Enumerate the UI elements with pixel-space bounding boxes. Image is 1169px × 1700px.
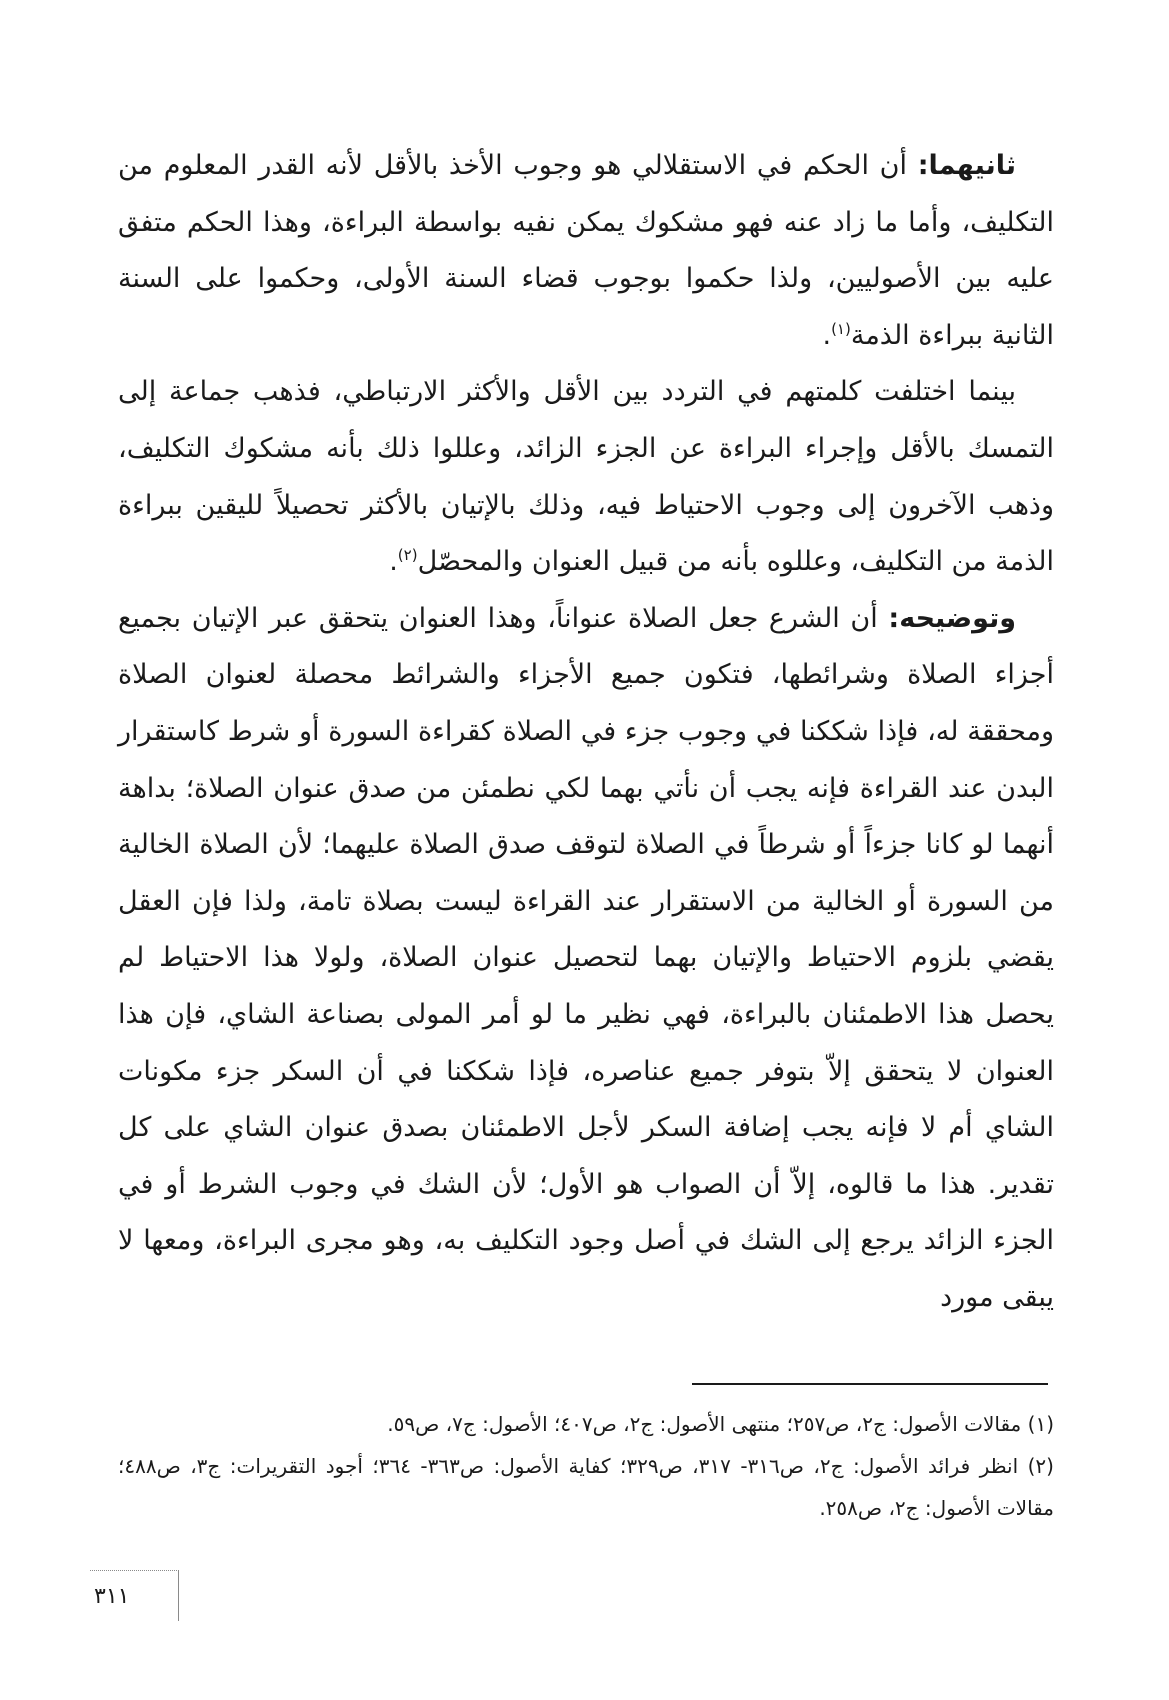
footnote-separator <box>692 1383 1048 1385</box>
main-text <box>118 138 1054 1326</box>
footnote-reference[interactable]: (١) <box>831 319 851 338</box>
paragraph-second <box>118 364 1054 590</box>
paragraph-lead: ثانيهما: <box>917 150 1016 181</box>
footnote-item: (١) مقالات الأصول: ج٢، ص٢٥٧؛ منتهى الأصول: ج٢، ص٤٠٧؛ الأصول: ج٧، ص٥٩. <box>387 1412 1054 1436</box>
paragraph-third <box>118 591 1054 1327</box>
paragraph-tail: . <box>822 319 832 351</box>
paragraph-text: أن الحكم في الاستقلالي هو وجوب الأخذ بالأقل لأنه القدر المعلوم من التكليف، وأما ما زاد عنه فهو مشكوك يمكن نفيه بواسطة البراءة، وهذا الحكم متفق عليه بين الأصوليين، ولذا حكموا بوجوب قضاء السنة الأولى، وحكموا على السنة الثانية ببراءة الذمة <box>118 150 1054 351</box>
paragraph-text: بينما اختلفت كلمتهم في التردد بين الأقل والأكثر الارتباطي، فذهب جماعة إلى التمسك بالأقل وإجراء البراءة عن الجزء الزائد، وعللوا ذلك بأنه مشكوك التكليف، وذهب الآخرون إلى وجوب الاحتياط فيه، وذلك بالإتيان بالأكثر تحصيلاً لليقين ببراءة الذمة من التكليف، وعللوه بأنه من قبيل العنوان والمحصّل <box>118 376 1054 578</box>
footnote-reference[interactable]: (٢) <box>397 546 418 565</box>
paragraph-tail: . <box>389 546 398 578</box>
paragraph-first <box>118 138 1054 364</box>
page-number: ٣١١ <box>94 1584 130 1609</box>
footnotes <box>118 1403 1054 1529</box>
footnote-item: (٢) انظر فرائد الأصول: ج٢، ص٣١٦- ٣١٧، ص٣٢٩؛ كفاية الأصول: ص٣٦٣- ٣٦٤؛ أجود التقريرات: ج٣، ص٤٨٨؛ مقالات الأصول: ج٢، ص٢٥٨. <box>118 1454 1054 1520</box>
paragraph-lead: وتوضيحه: <box>888 602 1016 634</box>
paragraph-text: أن الشرع جعل الصلاة عنواناً، وهذا العنوان يتحقق عبر الإتيان بجميع أجزاء الصلاة وشرائطها، فتكون جميع الأجزاء والشرائط محصلة لعنوان الصلاة ومحققة له، فإذا شككنا في وجوب جزء في الصلاة كقراءة السورة أو شرط كاستقرار البدن عند القراءة فإنه يجب أن نأتي بهما لكي نطمئن من صدق عنوان الصلاة؛ بداهة أنهما لو كانا جزءاً أو شرطاً في الصلاة لتوقف صدق الصلاة عليهما؛ لأن الصلاة الخالية من السورة أو الخالية من الاستقرار عند القراءة ليست بصلاة تامة، ولذا فإن العقل يقضي بلزوم الاحتياط والإتيان بهما لتحصيل عنوان الصلاة، ولولا هذا الاحتياط لم يحصل هذا الاطمئنان بالبراءة، فهي نظير ما لو أمر المولى بصناعة الشاي، فإن هذا العنوان لا يتحقق إلاّ بتوفر جميع عناصره، فإذا شككنا في أن السكر جزء مكونات الشاي أم لا فإنه يجب إضافة السكر لأجل الاطمئنان بصدق عنوان الشاي على كل تقدير. هذا ما قالوه، إلاّ أن الصواب هو الأول؛ لأن الشك في وجوب الشرط أو في الجزء الزائد يرجع إلى الشك في أصل وجود التكليف به، وهو مجرى البراءة، ومعها لا يبقى مورد <box>118 602 1054 1313</box>
